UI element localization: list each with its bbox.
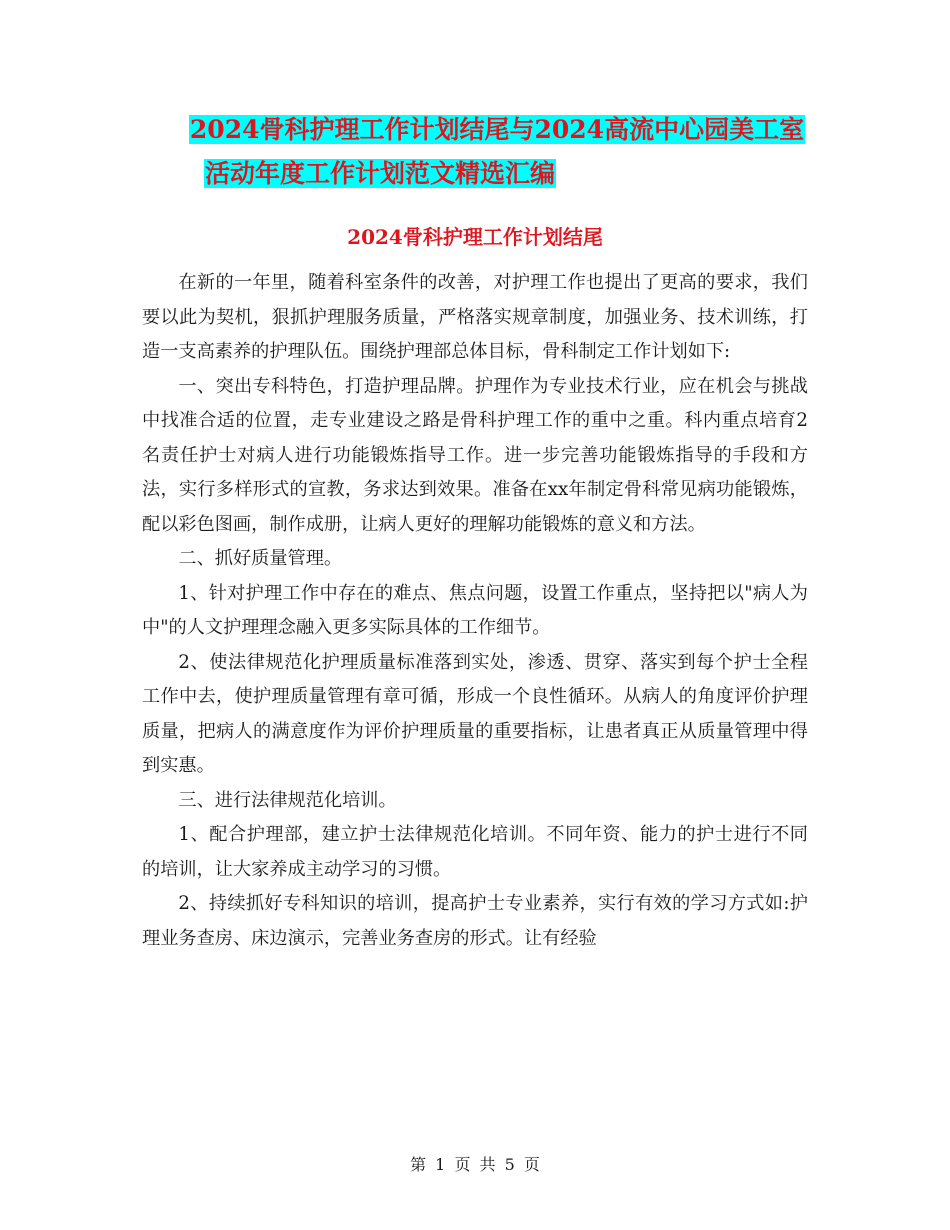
document-body [142,266,808,956]
title-highlight-1: 2024骨科护理工作计划结尾与2024高流中心园美工室 [189,115,805,144]
paragraph-item-2-2: 2、使法律规范化护理质量标准落到实处，渗透、贯穿、落实到每个护士全程工作中去，使护理质量管理有章可循，形成一个良性循环。从病人的角度评价护理质量，把病人的满意度作为评价护理质量的重要指标，让患者真正从质量管理中得到实惠。 [142,651,808,776]
paragraph-item-3-1: 1、配合护理部，建立护士法律规范化培训。不同年资、能力的护士进行不同的培训，让大家养成主动学习的习惯。 [142,824,808,880]
paragraph-item-2-1: 1、针对护理工作中存在的难点、焦点问题，设置工作重点，坚持把以"病人为中"的人文护理理念融入更多实际具体的工作细节。 [142,582,808,638]
document-title-line-1 [22,112,950,148]
paragraph-heading-3: 三、进行法律规范化培训。 [178,789,397,811]
section-title: 2024骨科护理工作计划结尾 [347,225,603,249]
paragraph-intro: 在新的一年里，随着科室条件的改善，对护理工作也提出了更高的要求，我们要以此为契机，狠抓护理服务质量，严格落实规章制度，加强业务、技术训练，打造一支高素养的护理队伍。围绕护理部总体目标，骨科制定工作计划如下: [142,272,808,362]
document-title-line-2 [0,156,855,192]
page-footer: 第 1 页 共 5 页 [410,1155,540,1174]
paragraph-item-3-2: 2、持续抓好专科知识的培训，提高护士专业素养，实行有效的学习方式如:护理业务查房、床边演示，完善业务查房的形式。让有经验 [142,893,808,949]
title-highlight-2: 活动年度工作计划范文精选汇编 [204,159,555,188]
paragraph-item-1: 一、突出专科特色，打造护理品牌。护理作为专业技术行业，应在机会与挑战中找准合适的位置，走专业建设之路是骨科护理工作的重中之重。科内重点培育2名责任护士对病人进行功能锻炼指导工作。进一步完善功能锻炼指导的手段和方法，实行多样形式的宣教，务求达到效果。准备在xx年制定骨科常见病功能锻炼，配以彩色图画，制作成册，让病人更好的理解功能锻炼的意义和方法。 [142,375,808,535]
paragraph-heading-2: 二、抓好质量管理。 [178,548,343,569]
